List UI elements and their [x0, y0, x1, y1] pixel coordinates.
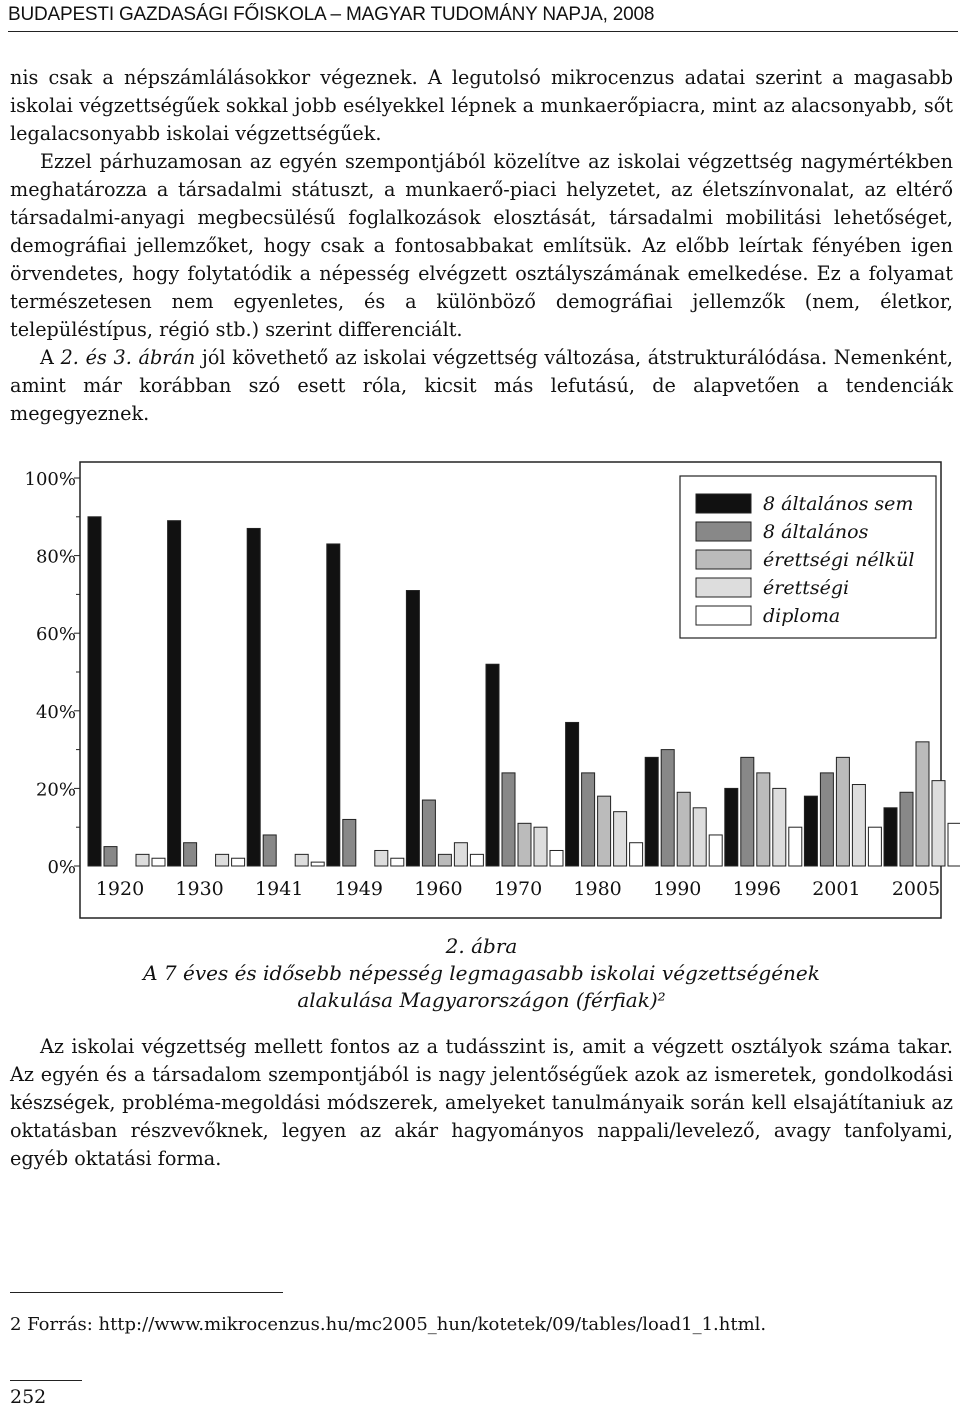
bar-1970-5: [550, 850, 563, 866]
bar-1941-1: [247, 528, 260, 866]
y-tick-label: 80%: [35, 546, 76, 568]
x-tick-label: 2001: [812, 878, 861, 900]
bar-1930-5: [232, 858, 245, 866]
bar-2005-1: [884, 808, 897, 866]
body-text-bottom: [10, 1033, 953, 1173]
bar-1920-2: [104, 847, 117, 866]
figure-label: 2. ábra: [445, 934, 518, 958]
x-tick-label: 2005: [891, 878, 941, 900]
page-number-rule: [10, 1380, 82, 1381]
paragraph-3-start: A: [40, 346, 61, 369]
bar-1990-4: [693, 808, 706, 866]
legend-label: diploma: [763, 605, 841, 627]
bar-2005-5: [948, 823, 960, 866]
bar-2001-2: [820, 773, 833, 866]
legend-swatch: [696, 578, 751, 597]
bar-1996-2: [741, 757, 754, 866]
legend-swatch: [696, 494, 751, 513]
bar-1930-1: [168, 521, 181, 866]
bar-1980-3: [598, 796, 611, 866]
bar-1960-4: [454, 843, 467, 866]
bar-1980-5: [630, 843, 643, 866]
y-tick-label: 60%: [35, 624, 76, 646]
bar-1920-5: [152, 858, 165, 866]
x-tick-label: 1996: [732, 878, 781, 900]
x-tick-label: 1920: [95, 878, 145, 900]
bar-1941-5: [311, 862, 324, 866]
bar-1970-2: [502, 773, 515, 866]
running-header: BUDAPESTI GAZDASÁGI FŐISKOLA – MAGYAR TUDOMÁNY NAPJA, 2008: [8, 4, 958, 32]
legend-swatch: [696, 606, 751, 625]
bar-2005-2: [900, 792, 913, 866]
footnote-rule: [10, 1292, 283, 1293]
bar-1970-1: [486, 664, 499, 866]
bar-1980-2: [582, 773, 595, 866]
bar-1990-1: [645, 757, 658, 866]
bar-2005-4: [932, 781, 945, 866]
paragraph-2: Ezzel párhuzamosan az egyén szempontjából közelítve az iskolai végzettség nagymértékben meghatározza a társadalmi státuszt, a munkaerő-piaci helyzetet, az életszínvonalat, az eltérő társadalmi-anyagi megbecsülésű foglalkozások elosztását, társadalmi mobilitási lehetőséget, demográfiai jellemzőket, hogy csak a fontosabbakat említsük. Az előbb leírtak fényében igen örvendetes, hogy folytatódik a népesség elvégzett osztályszámának emelkedése. Ez a folyamat természetesen nem egyenletes, és a különböző demográfiai jellemzők (nem, életkor, településtípus, régió stb.) szerint differenciált.: [10, 150, 953, 341]
bar-1941-2: [263, 835, 276, 866]
figure-reference: 2. és 3. ábrán: [60, 346, 196, 369]
paragraph-3-end: jól követhető az iskolai végzettség változása, átstrukturálódása. Nemenként, amint már korábban szó esett róla, kicsit más lefutású, de alapvetően a tendenciák megegyeznek.: [10, 346, 953, 425]
x-tick-label: 1941: [255, 878, 304, 900]
bar-1960-3: [438, 854, 451, 866]
bar-1996-4: [773, 788, 786, 866]
bar-1960-5: [470, 854, 483, 866]
bar-1996-1: [725, 788, 738, 866]
bar-1960-1: [406, 591, 419, 866]
x-tick-label: 1990: [653, 878, 702, 900]
x-tick-label: 1980: [573, 878, 622, 900]
y-tick-label: 40%: [35, 701, 76, 723]
bar-1990-5: [709, 835, 722, 866]
paragraph-3: [10, 344, 953, 428]
bar-1920-4: [136, 854, 149, 866]
x-tick-label: 1960: [414, 878, 463, 900]
y-tick-label: 20%: [35, 779, 76, 801]
bar-1996-3: [757, 773, 770, 866]
paragraph-4: Az iskolai végzettség mellett fontos az a tudásszint is, amit a végzett osztályok száma takar. Az egyén és a társadalom szempontjából is nagy jelentőségűek azok az ismeretek, gondolkodási készségek, probléma-megoldási módszerek, amelyeket tanulmányaik során kell elsajátítaniuk az oktatásban részvevőknek, legyen az akár hagyományos nappali/levelező, avagy tanfolyami, egyéb oktatási forma.: [10, 1035, 953, 1170]
bar-1970-3: [518, 823, 531, 866]
legend-label: érettségi nélkül: [763, 549, 915, 571]
x-tick-label: 1930: [175, 878, 224, 900]
bar-1990-2: [661, 750, 674, 866]
bar-1949-1: [327, 544, 340, 866]
x-tick-label: 1949: [334, 878, 383, 900]
legend-label: érettségi: [763, 577, 850, 599]
bar-1949-2: [343, 819, 356, 866]
bar-1941-4: [295, 854, 308, 866]
bar-1980-1: [566, 722, 579, 866]
legend-label: 8 általános: [763, 521, 869, 543]
bar-1930-4: [216, 854, 229, 866]
bar-2001-3: [836, 757, 849, 866]
bar-1949-4: [375, 850, 388, 866]
bar-1930-2: [184, 843, 197, 866]
bar-1970-4: [534, 827, 547, 866]
bar-1996-5: [789, 827, 802, 866]
bar-1949-5: [391, 858, 404, 866]
bar-1980-4: [614, 812, 627, 866]
bar-1990-3: [677, 792, 690, 866]
bar-2005-3: [916, 742, 929, 866]
caption-line-1: A 7 éves és idősebb népesség legmagasabb iskolai végzettségének: [143, 961, 820, 985]
bar-2001-4: [852, 785, 865, 866]
footnote: 2 Forrás: http://www.mikrocenzus.hu/mc2005_hun/kotetek/09/tables/load1_1.html.: [10, 1314, 767, 1335]
body-text-top: [10, 64, 953, 428]
x-tick-label: 1970: [493, 878, 543, 900]
legend-swatch: [696, 550, 751, 569]
bar-2001-5: [868, 827, 881, 866]
paragraph-1: nis csak a népszámlálásokkor végeznek. A legutolsó mikrocenzus adatai szerint a magasabb iskolai végzettségűek sokkal jobb esélyekkel lépnek a munkaerőpiacra, mint az alacsonyabb, sőt legalacsonyabb iskolai végzettségűek.: [10, 66, 953, 145]
page-number: 252: [10, 1386, 47, 1408]
legend-label: 8 általános sem: [763, 493, 914, 515]
legend-swatch: [696, 522, 751, 541]
education-bar-chart: [0, 458, 960, 938]
caption-line-2: alakulása Magyarországon (férfiak)²: [297, 988, 666, 1012]
figure-caption: [10, 933, 953, 1014]
y-tick-label: 0%: [47, 857, 76, 878]
y-tick-label: 100%: [24, 469, 76, 490]
bar-1920-1: [88, 517, 101, 866]
bar-1960-2: [422, 800, 435, 866]
bar-2001-1: [804, 796, 817, 866]
